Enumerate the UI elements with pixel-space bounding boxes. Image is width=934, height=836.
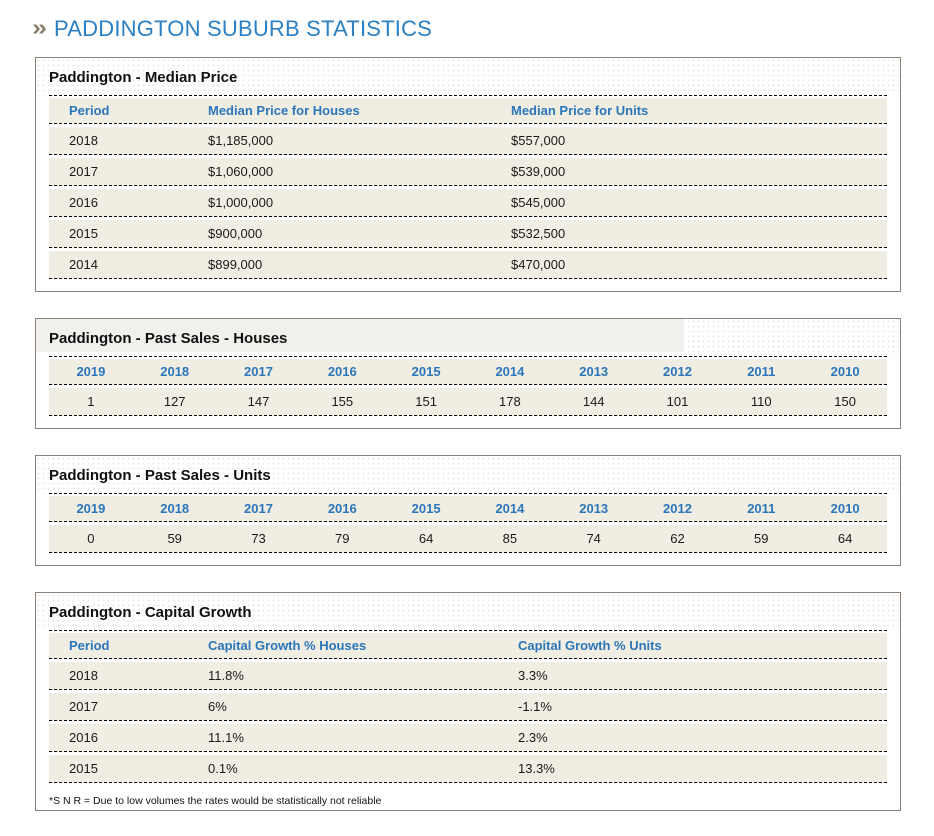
- year-header: 2011: [747, 501, 776, 516]
- unit-price-cell: $545,000: [511, 195, 566, 210]
- sales-count-cell: 150: [834, 394, 856, 409]
- year-header: 2018: [160, 364, 190, 379]
- unit-price-cell: $470,000: [511, 257, 566, 272]
- table-row: [49, 724, 887, 752]
- house-price-cell: $900,000: [208, 226, 263, 241]
- year-header: 2015: [411, 501, 441, 516]
- house-price-cell: $1,000,000: [208, 195, 274, 210]
- year-header: 2013: [579, 364, 609, 379]
- past-sales-houses-panel: [35, 318, 901, 429]
- year-header: 2014: [495, 501, 525, 516]
- past-sales-units-panel: [35, 455, 901, 566]
- page-header: [32, 14, 934, 44]
- sales-count-cell: 127: [163, 394, 186, 409]
- period-cell: 2015: [69, 226, 98, 241]
- period-cell: 2017: [69, 699, 98, 714]
- sales-count-cell: 155: [331, 394, 354, 409]
- growth-houses-cell: 6%: [208, 699, 227, 714]
- column-header-growth-units: Capital Growth % Units: [518, 638, 662, 653]
- table-row: [49, 220, 887, 248]
- column-header-period: Period: [69, 103, 110, 118]
- period-cell: 2014: [69, 257, 98, 272]
- past-sales-houses-title-text: Paddington - Past Sales - Houses: [49, 330, 288, 347]
- sales-count-cell: 59: [167, 531, 182, 546]
- past-sales-units-header-row: [49, 496, 887, 522]
- house-price-cell: $899,000: [208, 257, 263, 272]
- sales-count-cell: 178: [499, 394, 521, 409]
- growth-units-cell: -1.1%: [518, 699, 552, 714]
- sales-count-cell: 74: [586, 531, 601, 546]
- past-sales-units-panel-title: [36, 456, 900, 493]
- page-title: PADDINGTON SUBURB STATISTICS: [54, 16, 433, 41]
- table-row: [49, 251, 887, 279]
- year-header: 2018: [160, 501, 190, 516]
- capital-growth-panel-title: [36, 593, 900, 630]
- unit-price-cell: $539,000: [511, 164, 566, 179]
- sales-count-cell: 0: [87, 531, 95, 546]
- column-header-period: Period: [69, 638, 110, 653]
- table-row: [49, 693, 887, 721]
- snr-footnote: *S N R = Due to low volumes the rates would be statistically not reliable: [49, 795, 382, 807]
- year-header: 2014: [495, 364, 525, 379]
- sales-count-cell: 62: [670, 531, 685, 546]
- sales-count-cell: 64: [418, 531, 434, 546]
- capital-growth-title-text: Paddington - Capital Growth: [49, 604, 252, 621]
- sales-count-cell: 73: [251, 531, 266, 546]
- growth-houses-cell: 11.1%: [208, 730, 244, 745]
- sales-count-cell: 64: [837, 531, 853, 546]
- year-header: 2016: [327, 364, 357, 379]
- double-chevron-icon: »: [32, 14, 45, 41]
- table-row: [49, 127, 887, 155]
- year-header: 2015: [411, 364, 441, 379]
- median-price-panel-title: [36, 58, 900, 95]
- past-sales-houses-values-row: [49, 388, 887, 416]
- house-price-cell: $1,185,000: [208, 133, 274, 148]
- growth-houses-cell: 11.8%: [208, 668, 244, 683]
- period-cell: 2015: [69, 761, 98, 776]
- capital-growth-table: [49, 630, 887, 783]
- year-header: 2019: [76, 501, 106, 516]
- sales-count-cell: 110: [750, 394, 772, 409]
- year-header: 2012: [663, 501, 692, 516]
- table-row: [49, 158, 887, 186]
- period-cell: 2016: [69, 195, 98, 210]
- year-header: 2011: [747, 364, 776, 379]
- column-header-median-price-houses: Median Price for Houses: [208, 103, 360, 118]
- year-header: 2017: [244, 501, 273, 516]
- growth-units-cell: 2.3%: [518, 730, 548, 745]
- unit-price-cell: $532,500: [511, 226, 566, 241]
- median-price-table: [49, 95, 887, 279]
- past-sales-units-table: [49, 493, 887, 553]
- past-sales-houses-table: [49, 356, 887, 416]
- table-row: [49, 755, 887, 783]
- year-header: 2019: [76, 364, 106, 379]
- sales-count-cell: 1: [87, 394, 95, 409]
- past-sales-houses-panel-title: [36, 319, 900, 356]
- table-row: [49, 189, 887, 217]
- year-header: 2010: [830, 501, 860, 516]
- sales-count-cell: 59: [754, 531, 769, 546]
- house-price-cell: $1,060,000: [208, 164, 274, 179]
- median-price-header-row: [49, 98, 887, 124]
- sales-count-cell: 85: [502, 531, 518, 546]
- growth-houses-cell: 0.1%: [208, 761, 238, 776]
- period-cell: 2018: [69, 668, 98, 683]
- past-sales-units-title-text: Paddington - Past Sales - Units: [49, 467, 271, 484]
- period-cell: 2017: [69, 164, 98, 179]
- growth-units-cell: 13.3%: [518, 761, 555, 776]
- year-header: 2010: [830, 364, 860, 379]
- median-price-panel: [35, 57, 901, 292]
- sales-count-cell: 79: [335, 531, 350, 546]
- capital-growth-header-row: [49, 633, 887, 659]
- period-cell: 2016: [69, 730, 98, 745]
- capital-growth-panel: [35, 592, 901, 811]
- sales-count-cell: 151: [415, 394, 437, 409]
- period-cell: 2018: [69, 133, 98, 148]
- table-row: [49, 662, 887, 690]
- growth-units-cell: 3.3%: [518, 668, 548, 683]
- past-sales-houses-header-row: [49, 359, 887, 385]
- unit-price-cell: $557,000: [511, 133, 566, 148]
- past-sales-units-values-row: [49, 525, 887, 553]
- year-header: 2013: [579, 501, 609, 516]
- year-header: 2016: [327, 501, 357, 516]
- sales-count-cell: 147: [247, 394, 270, 409]
- column-header-growth-houses: Capital Growth % Houses: [208, 638, 367, 653]
- sales-count-cell: 101: [666, 394, 689, 409]
- year-header: 2012: [663, 364, 692, 379]
- median-price-title-text: Paddington - Median Price: [49, 69, 238, 86]
- column-header-median-price-units: Median Price for Units: [511, 103, 649, 118]
- sales-count-cell: 144: [582, 394, 605, 409]
- year-header: 2017: [244, 364, 273, 379]
